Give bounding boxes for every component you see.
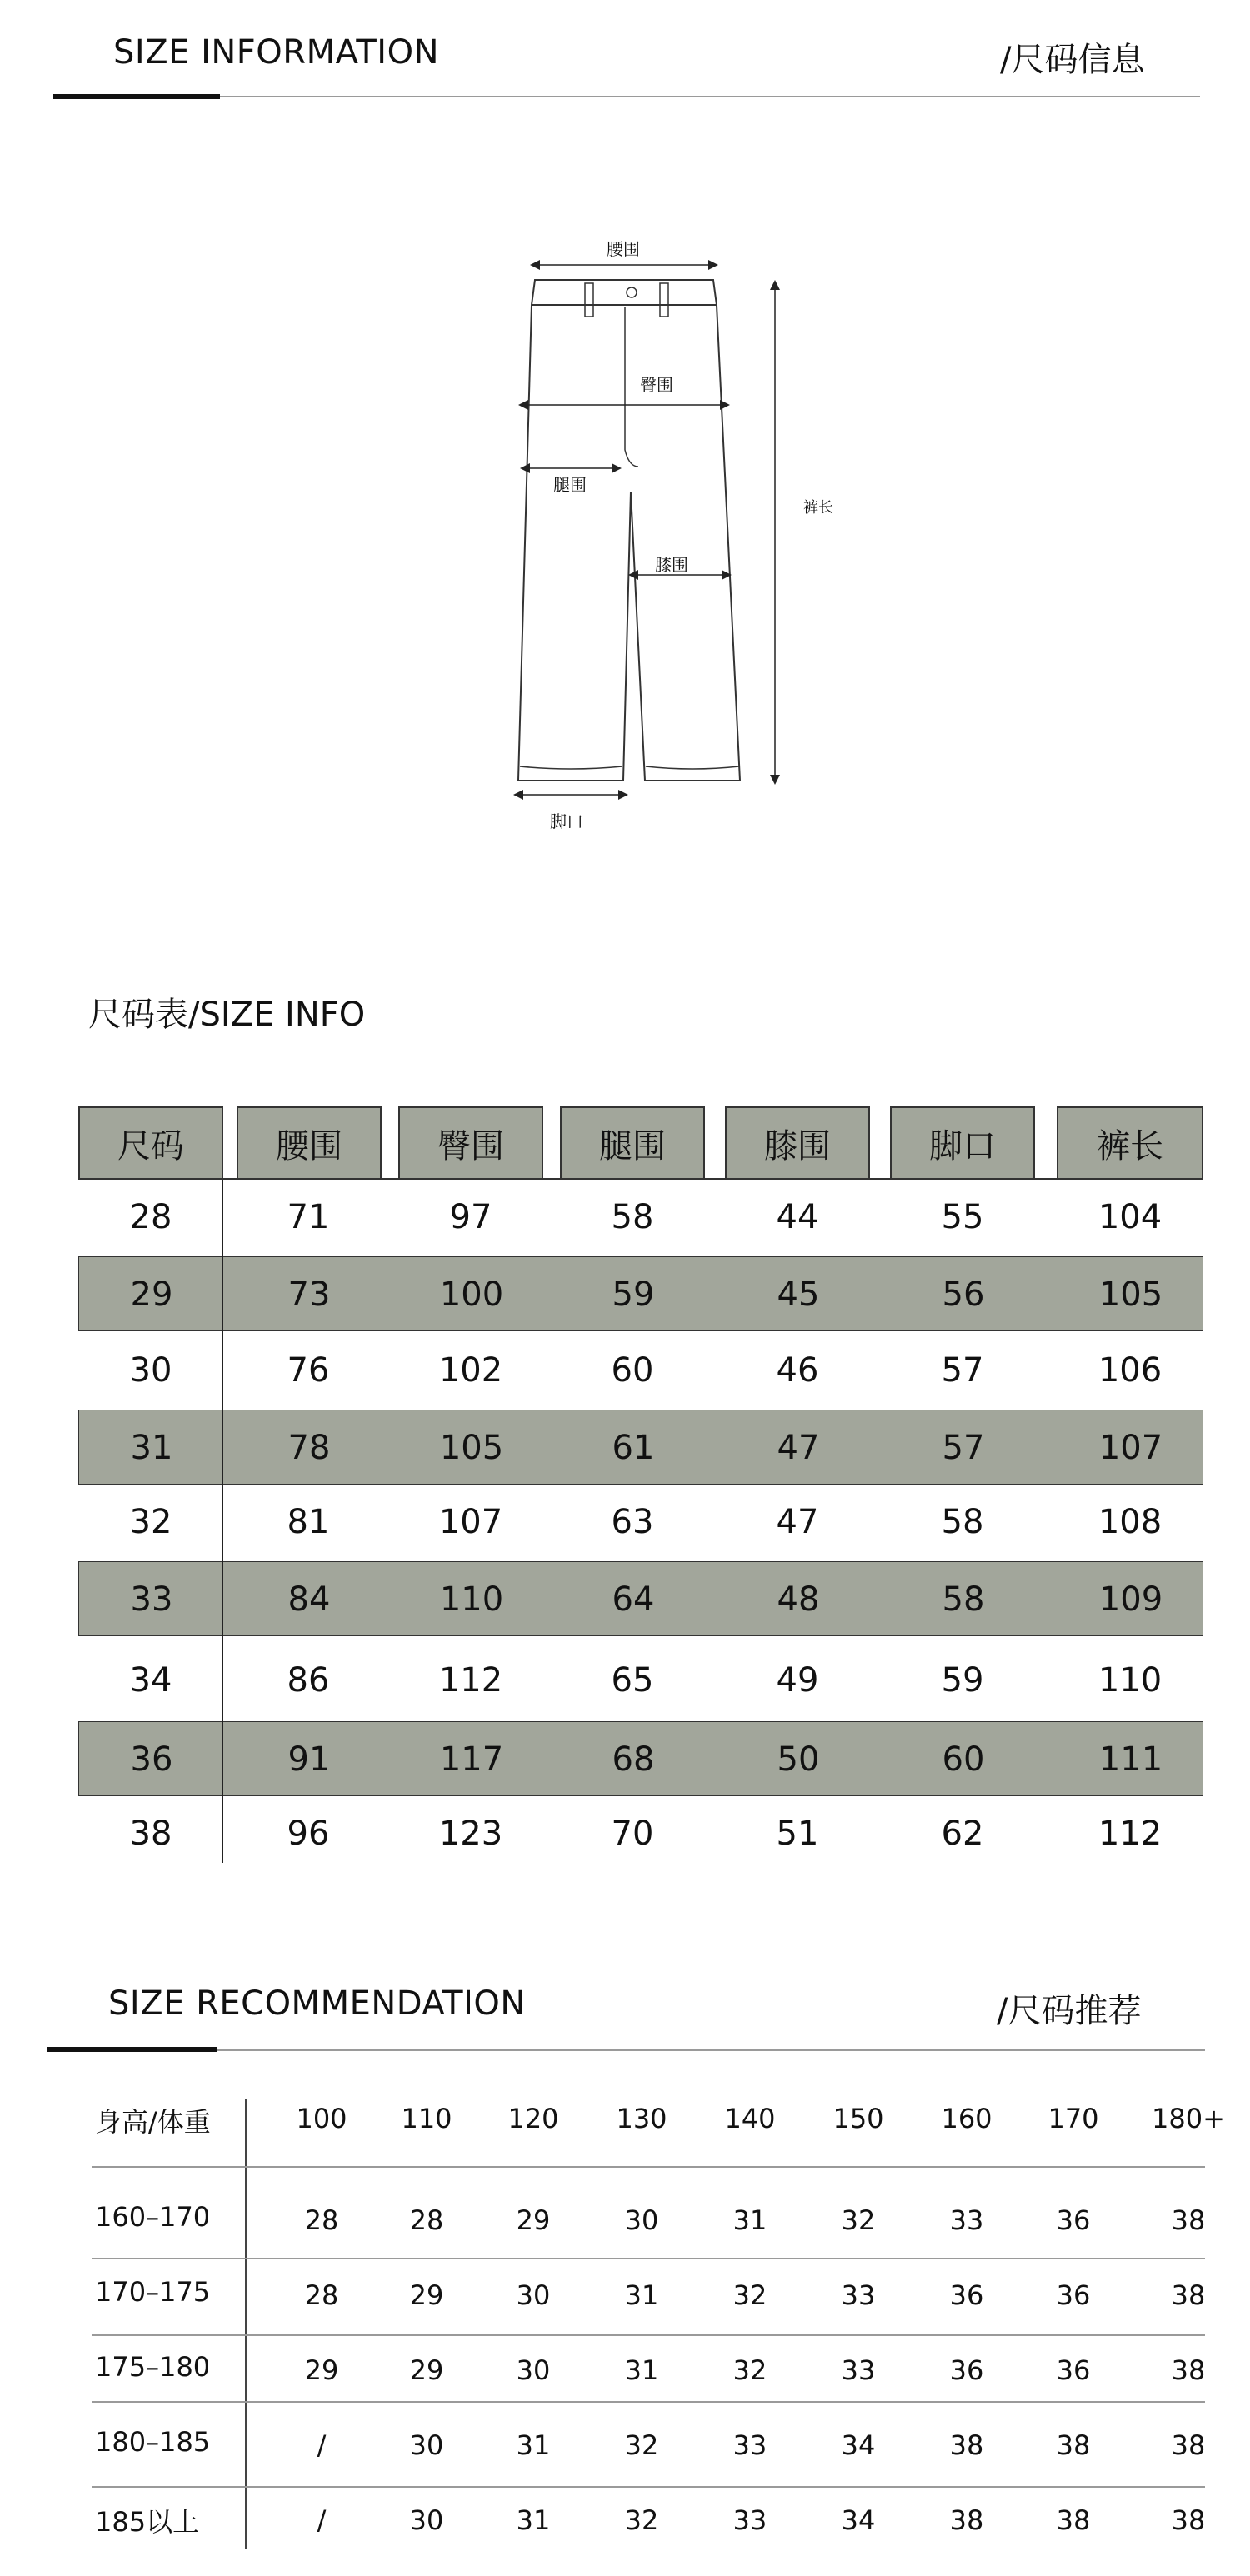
recommended-size-cell: / — [317, 2504, 327, 2536]
weight-header: 170 — [1048, 2103, 1099, 2134]
height-label: 175–180 — [95, 2351, 211, 2383]
measurement-cell: 111 — [1098, 1740, 1163, 1779]
measurement-cell: 70 — [611, 1815, 654, 1853]
measurement-cell: 108 — [1098, 1503, 1162, 1541]
size-cell: 38 — [129, 1815, 172, 1853]
measurement-cell: 57 — [941, 1351, 984, 1390]
measurement-cell: 102 — [438, 1351, 503, 1390]
measurement-cell: 55 — [941, 1198, 984, 1236]
measurement-cell: 117 — [439, 1740, 504, 1779]
measurement-cell: 47 — [776, 1503, 819, 1541]
recommended-size-cell: 31 — [516, 2504, 551, 2536]
size-cell: 34 — [129, 1661, 172, 1700]
recommended-size-cell: 30 — [516, 2279, 551, 2311]
size-table-row — [78, 1180, 1203, 1255]
size-table-header: 腿围 — [560, 1106, 705, 1180]
measurement-cell: 51 — [776, 1815, 819, 1853]
recommended-size-cell: 29 — [304, 2354, 339, 2386]
height-label: 170–175 — [95, 2276, 211, 2308]
recommended-size-cell: 31 — [624, 2354, 659, 2386]
measurement-cell: 91 — [288, 1740, 331, 1779]
size-table-title: 尺码表/SIZE INFO — [88, 996, 366, 1034]
size-cell: 33 — [130, 1580, 173, 1619]
measurement-cell: 76 — [287, 1351, 330, 1390]
measurement-cell: 58 — [942, 1580, 985, 1619]
recommended-size-cell: 31 — [732, 2204, 768, 2236]
measurement-cell: 107 — [438, 1503, 503, 1541]
measurement-cell: 59 — [941, 1661, 984, 1700]
recommended-size-cell: 30 — [409, 2504, 444, 2536]
measurement-cell: 65 — [611, 1661, 654, 1700]
measurement-cell: 44 — [776, 1198, 819, 1236]
recommended-size-cell: 29 — [409, 2279, 444, 2311]
recommendation-corner-label: 身高/体重 — [95, 2106, 211, 2138]
measurement-cell: 100 — [439, 1276, 504, 1314]
recommended-size-cell: 36 — [1056, 2279, 1091, 2311]
section-title-cn: /尺码信息 — [1000, 41, 1145, 79]
size-table-row — [78, 1643, 1203, 1718]
recommended-size-cell: 36 — [949, 2279, 984, 2311]
measurement-cell: 84 — [288, 1580, 331, 1619]
measurement-cell: 96 — [287, 1815, 330, 1853]
length-label: 裤长 — [803, 499, 833, 517]
recommended-size-cell: 33 — [949, 2204, 984, 2236]
size-table-row — [78, 1561, 1203, 1636]
weight-header: 110 — [401, 2103, 452, 2134]
recommended-size-cell: 38 — [1171, 2504, 1206, 2536]
recommended-size-cell: 30 — [409, 2429, 444, 2461]
measurement-cell: 60 — [611, 1351, 654, 1390]
measurement-cell: 63 — [611, 1503, 654, 1541]
pants-diagram — [483, 225, 833, 841]
size-table-row — [78, 1410, 1203, 1485]
measurement-cell: 73 — [288, 1276, 331, 1314]
size-table-row — [78, 1485, 1203, 1560]
recommended-size-cell: 28 — [409, 2204, 444, 2236]
recommended-size-cell: 32 — [624, 2504, 659, 2536]
height-label: 160–170 — [95, 2201, 211, 2233]
recommendation-rule-accent — [47, 2047, 217, 2052]
measurement-cell: 109 — [1098, 1580, 1163, 1619]
measurement-cell: 123 — [438, 1815, 503, 1853]
measurement-cell: 62 — [941, 1815, 984, 1853]
weight-header: 100 — [296, 2103, 348, 2134]
recommended-size-cell: 32 — [624, 2429, 659, 2461]
size-table-row — [78, 1721, 1203, 1796]
weight-header: 130 — [616, 2103, 668, 2134]
measurement-cell: 61 — [612, 1429, 655, 1467]
measurement-cell: 110 — [439, 1580, 504, 1619]
recommended-size-cell: 34 — [841, 2504, 876, 2536]
recommended-size-cell: 38 — [1056, 2504, 1091, 2536]
thigh-label: 腿围 — [553, 475, 587, 495]
measurement-cell: 49 — [776, 1661, 819, 1700]
recommendation-title: SIZE RECOMMENDATION — [108, 1984, 526, 2023]
measurement-cell: 56 — [942, 1276, 985, 1314]
recommended-size-cell: 38 — [1171, 2354, 1206, 2386]
waist-label: 腰围 — [607, 239, 640, 259]
recommendation-row-divider — [92, 2401, 1205, 2403]
size-cell: 30 — [129, 1351, 172, 1390]
weight-header: 120 — [508, 2103, 559, 2134]
hem-label: 脚口 — [550, 811, 583, 831]
weight-header: 150 — [832, 2103, 884, 2134]
measurement-cell: 46 — [776, 1351, 819, 1390]
measurement-cell: 105 — [439, 1429, 504, 1467]
recommended-size-cell: 36 — [1056, 2204, 1091, 2236]
measurement-cell: 71 — [287, 1198, 330, 1236]
measurement-cell: 81 — [287, 1503, 330, 1541]
recommended-size-cell: 38 — [1171, 2279, 1206, 2311]
hip-label: 臀围 — [640, 375, 673, 395]
recommended-size-cell: 30 — [516, 2354, 551, 2386]
size-table-header: 臀围 — [398, 1106, 543, 1180]
weight-header: 180+ — [1152, 2103, 1225, 2134]
recommendation-row-divider — [92, 2486, 1205, 2488]
size-table-header: 腰围 — [237, 1106, 382, 1180]
recommendation-row-divider — [92, 2334, 1205, 2336]
height-label: 180–185 — [95, 2426, 211, 2458]
recommended-size-cell: 36 — [1056, 2354, 1091, 2386]
weight-header: 160 — [941, 2103, 992, 2134]
recommended-size-cell: 29 — [516, 2204, 551, 2236]
recommended-size-cell: 28 — [304, 2204, 339, 2236]
recommended-size-cell: 38 — [1171, 2429, 1206, 2461]
measurement-cell: 97 — [449, 1198, 492, 1236]
section-title: SIZE INFORMATION — [113, 33, 439, 72]
measurement-cell: 68 — [612, 1740, 655, 1779]
measurement-cell: 47 — [777, 1429, 820, 1467]
knee-label: 膝围 — [655, 555, 688, 575]
measurement-cell: 64 — [612, 1580, 655, 1619]
measurement-cell: 112 — [1098, 1815, 1162, 1853]
measurement-cell: 106 — [1098, 1351, 1162, 1390]
recommended-size-cell: 28 — [304, 2279, 339, 2311]
measurement-cell: 107 — [1098, 1429, 1163, 1467]
size-table-header: 尺码 — [78, 1106, 223, 1180]
recommended-size-cell: 32 — [732, 2279, 768, 2311]
recommendation-title-cn: /尺码推荐 — [997, 1992, 1142, 2030]
measurement-cell: 86 — [287, 1661, 330, 1700]
recommended-size-cell: 38 — [1171, 2204, 1206, 2236]
recommended-size-cell: 33 — [841, 2354, 876, 2386]
size-cell: 31 — [130, 1429, 173, 1467]
measurement-cell: 58 — [941, 1503, 984, 1541]
recommended-size-cell: 32 — [841, 2204, 876, 2236]
recommended-size-cell: 38 — [949, 2429, 984, 2461]
recommended-size-cell: 34 — [841, 2429, 876, 2461]
size-table-row — [78, 1333, 1203, 1408]
size-table-row — [78, 1256, 1203, 1331]
measurement-cell: 58 — [611, 1198, 654, 1236]
recommendation-row-divider — [92, 2166, 1205, 2168]
recommended-size-cell: 38 — [949, 2504, 984, 2536]
recommended-size-cell: 33 — [732, 2429, 768, 2461]
recommended-size-cell: 38 — [1056, 2429, 1091, 2461]
recommended-size-cell: 29 — [409, 2354, 444, 2386]
measurement-cell: 60 — [942, 1740, 985, 1779]
recommended-size-cell: 33 — [841, 2279, 876, 2311]
size-cell: 36 — [130, 1740, 173, 1779]
measurement-cell: 59 — [612, 1276, 655, 1314]
measurement-cell: 45 — [777, 1276, 820, 1314]
measurement-cell: 104 — [1098, 1198, 1162, 1236]
size-cell: 28 — [129, 1198, 172, 1236]
measurement-cell: 50 — [777, 1740, 820, 1779]
size-table-row — [78, 1796, 1203, 1871]
measurement-cell: 112 — [438, 1661, 503, 1700]
size-column-divider — [222, 1180, 223, 1863]
recommended-size-cell: 31 — [624, 2279, 659, 2311]
size-table-header: 裤长 — [1057, 1106, 1203, 1180]
recommended-size-cell: / — [317, 2429, 327, 2461]
height-label: 185以上 — [95, 2506, 200, 2538]
measurement-cell: 78 — [288, 1429, 331, 1467]
size-table-header: 脚口 — [890, 1106, 1035, 1180]
weight-header: 140 — [724, 2103, 776, 2134]
size-cell: 32 — [129, 1503, 172, 1541]
recommendation-rule — [47, 2049, 1205, 2051]
measurement-cell: 48 — [777, 1580, 820, 1619]
recommended-size-cell: 32 — [732, 2354, 768, 2386]
measurement-cell: 57 — [942, 1429, 985, 1467]
recommended-size-cell: 31 — [516, 2429, 551, 2461]
size-cell: 29 — [130, 1276, 173, 1314]
header-rule-accent — [53, 94, 220, 99]
size-table-header: 膝围 — [725, 1106, 870, 1180]
header-rule — [53, 96, 1200, 97]
measurement-cell: 110 — [1098, 1661, 1162, 1700]
recommended-size-cell: 33 — [732, 2504, 768, 2536]
recommendation-row-divider — [92, 2258, 1205, 2259]
measurement-cell: 105 — [1098, 1276, 1163, 1314]
recommended-size-cell: 36 — [949, 2354, 984, 2386]
recommended-size-cell: 30 — [624, 2204, 659, 2236]
